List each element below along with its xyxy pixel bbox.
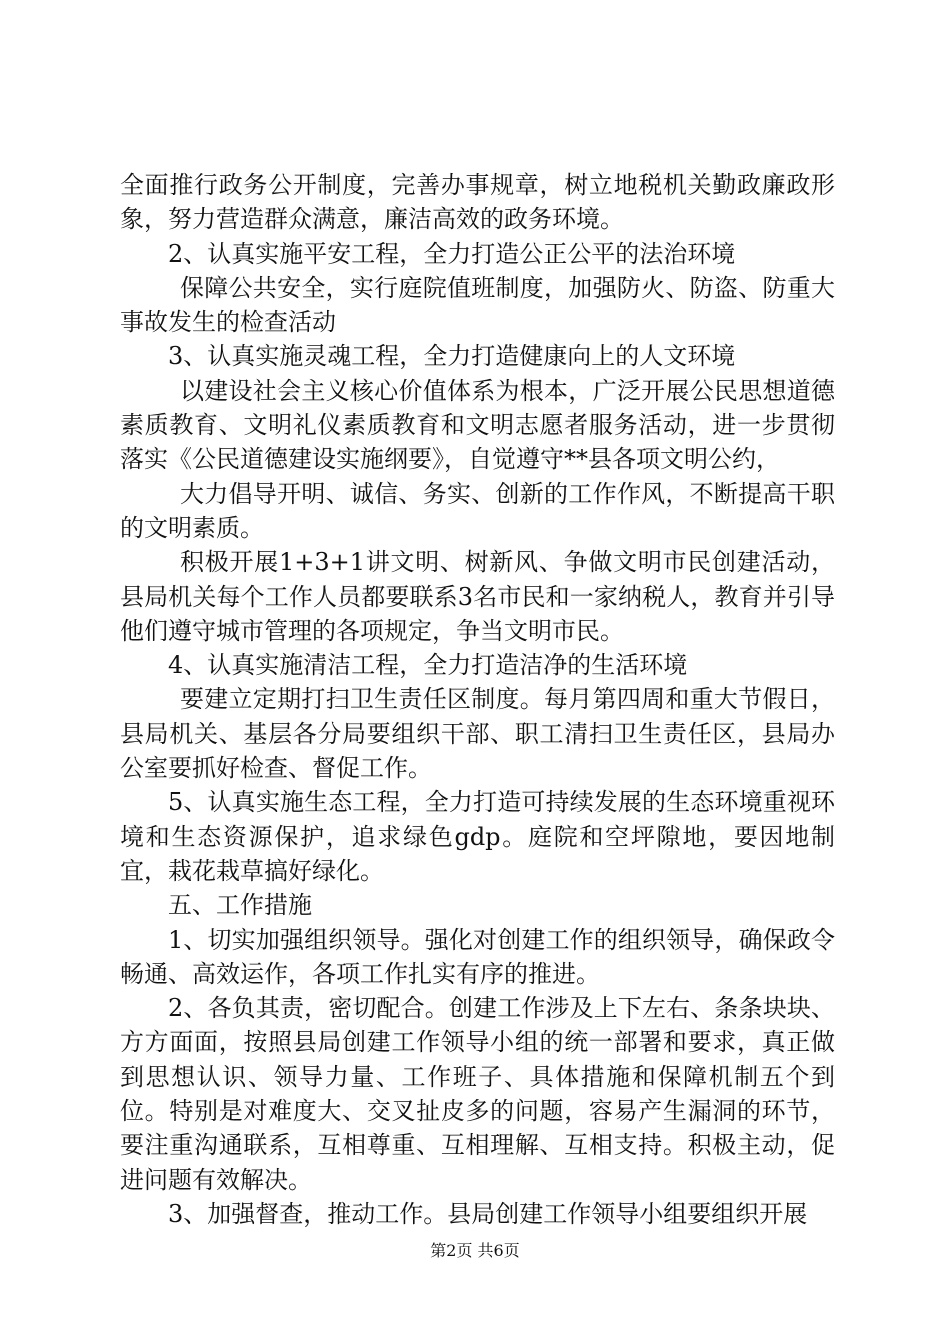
paragraph: 全面推行政务公开制度，完善办事规章，树立地税机关勤政廉政形象，努力营造群众满意，廉洁高效的政务环境。 bbox=[120, 171, 835, 234]
page-number: 第2页 共6页 bbox=[430, 1241, 520, 1260]
paragraph: 保障公共安全，实行庭院值班制度，加强防火、防盗、防重大事故发生的检查活动 bbox=[120, 273, 835, 337]
document-body bbox=[120, 168, 835, 1231]
paragraph: 要建立定期打扫卫生责任区制度。每月第四周和重大节假日，县局机关、基层各分局要组织干部、职工清扫卫生责任区，县局办公室要抓好检查、督促工作。 bbox=[120, 685, 835, 783]
paragraph: 大力倡导开明、诚信、务实、创新的工作作风，不断提高干职的文明素质。 bbox=[120, 479, 835, 542]
paragraph: 1、切实加强组织领导。强化对创建工作的组织领导，确保政令畅通、高效运作，各项工作扎实有序的推进。 bbox=[120, 925, 835, 988]
paragraph: 积极开展1+3+1讲文明、树新风、争做文明市民创建活动，县局机关每个工作人员都要联系3名市民和一家纳税人，教育并引导他们遵守城市管理的各项规定，争当文明市民。 bbox=[120, 548, 835, 645]
section-heading: 2、认真实施平安工程，全力打造公正公平的法治环境 bbox=[168, 239, 736, 268]
paragraph: 3、加强督查，推动工作。县局创建工作领导小组要组织开展 bbox=[168, 1199, 808, 1228]
section-heading: 5、认真实施生态工程，全力打造可持续发展的生态环境重视环境和生态资源保护，追求绿色gdp。庭院和空坪隙地，要因地制宜，栽花栽草搞好绿化。 bbox=[120, 788, 835, 885]
paragraph: 以建设社会主义核心价值体系为根本，广泛开展公民思想道德素质教育、文明礼仪素质教育和文明志愿者服务活动，进一步贯彻落实《公民道德建设实施纲要》，自觉遵守**县各项文明公约， bbox=[120, 376, 835, 474]
section-heading: 4、认真实施清洁工程，全力打造洁净的生活环境 bbox=[168, 651, 688, 680]
paragraph: 2、各负其责，密切配合。创建工作涉及上下左右、条条块块、方方面面，按照县局创建工作领导小组的统一部署和要求，真正做到思想认识、领导力量、工作班子、具体措施和保障机制五个到位。特别是对难度大、交叉扯皮多的问题，容易产生漏洞的环节，要注重沟通联系，互相尊重、互相理解、互相支持。积极主动，促进问题有效解决。 bbox=[120, 994, 835, 1194]
section-heading: 3、认真实施灵魂工程，全力打造健康向上的人文环境 bbox=[168, 342, 736, 371]
page-footer bbox=[0, 1241, 950, 1261]
section-heading: 五、工作措施 bbox=[168, 891, 312, 920]
